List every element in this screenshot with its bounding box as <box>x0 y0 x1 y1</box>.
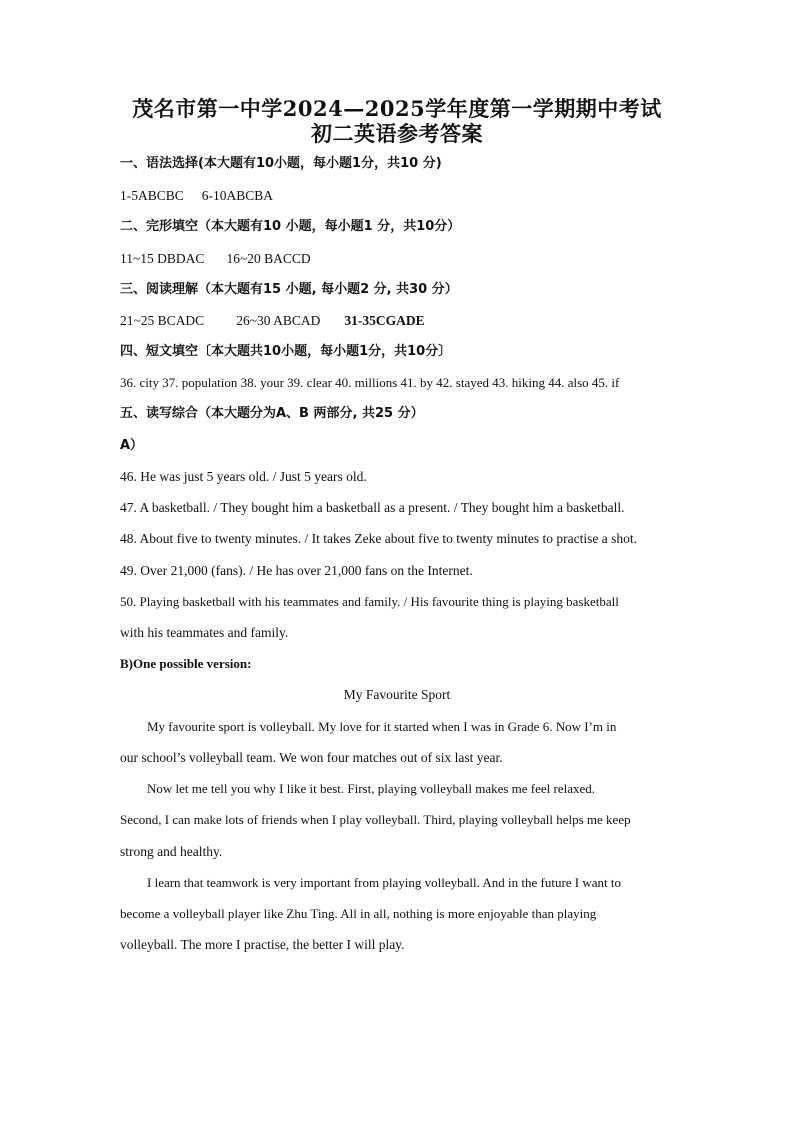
part-a-label: A） <box>120 438 144 453</box>
answer-group: 6-10ABCBA <box>201 188 274 203</box>
section-4-answers: 36. city 37. population 38. your 39. clear 40. millions 41. by 42. stayed 43. hiking 44. also 45. if <box>120 375 620 390</box>
answer-50: 50. Playing basketball with his teammates and family. / His favourite thing is playing basketball <box>120 594 619 609</box>
answer-48: 48. About five to twenty minutes. / It takes Zeke about five to twenty minutes to practise a shot. <box>120 531 638 546</box>
answer-46: 46. He was just 5 years old. / Just 5 years old. <box>120 469 367 484</box>
answer-49: 49. Over 21,000 (fans). / He has over 21,000 fans on the Internet. <box>120 563 473 578</box>
answer-group: 1-5ABCBC <box>120 188 184 203</box>
page-subtitle: 初二英语参考答案 <box>311 121 483 146</box>
essay-paragraph-3-line-2: become a volleyball player like Zhu Ting. All in all, nothing is more enjoyable than playing <box>120 906 597 921</box>
essay-title: My Favourite Sport <box>343 687 451 702</box>
answer-47: 47. A basketball. / They bought him a basketball as a present. / They bought him a basketball. <box>120 500 625 515</box>
essay-paragraph-2-line-3: strong and healthy. <box>120 844 223 859</box>
section-5-heading: 五、读写综合（本大题分为A、B 两部分, 共25 分） <box>120 406 424 421</box>
essay-paragraph-3-line-3: volleyball. The more I practise, the better I will play. <box>120 937 405 952</box>
section-3-heading: 三、阅读理解（本大题有15 小题, 每小题2 分, 共30 分） <box>120 282 458 297</box>
section-4-heading: 四、短文填空〔本大题共10小题，每小题1分，共10分〕 <box>120 344 452 359</box>
answer-group: 16~20 BACCD <box>226 251 311 266</box>
part-b-label: B)One possible version: <box>120 656 252 671</box>
answer-group: 11~15 DBDAC <box>120 251 205 266</box>
essay-paragraph-2-line-2: Second, I can make lots of friends when I play volleyball. Third, playing volleyball helps me keep <box>120 812 631 827</box>
section-1-answers <box>120 187 680 205</box>
section-2-heading: 二、完形填空（本大题有10 小题，每小题1 分，共10分） <box>120 219 461 234</box>
essay-paragraph-2: Now let me tell you why I like it best. First, playing volleyball makes me feel relaxed. <box>147 781 596 796</box>
essay-paragraph-1: My favourite sport is volleyball. My love for it started when I was in Grade 6. Now I’m in <box>147 719 617 734</box>
answer-group: 31-35CGADE <box>344 313 425 328</box>
section-2-answers <box>120 250 680 268</box>
page-title: 茂名市第一中学2024—2025学年度第一学期期中考试 <box>132 96 662 121</box>
essay-paragraph-3: I learn that teamwork is very important from playing volleyball. And in the future I want to <box>147 875 622 890</box>
section-3-answers <box>120 312 680 330</box>
answer-group: 21~25 BCADC <box>120 313 205 328</box>
section-1-heading: 一、语法选择(本大题有10小题，每小题1分，共10 分) <box>120 156 442 171</box>
essay-paragraph-1-line-2: our school’s volleyball team. We won four matches out of six last year. <box>120 750 503 765</box>
answer-group: 26~30 ABCAD <box>236 313 321 328</box>
answer-50-continued: with his teammates and family. <box>120 625 289 640</box>
